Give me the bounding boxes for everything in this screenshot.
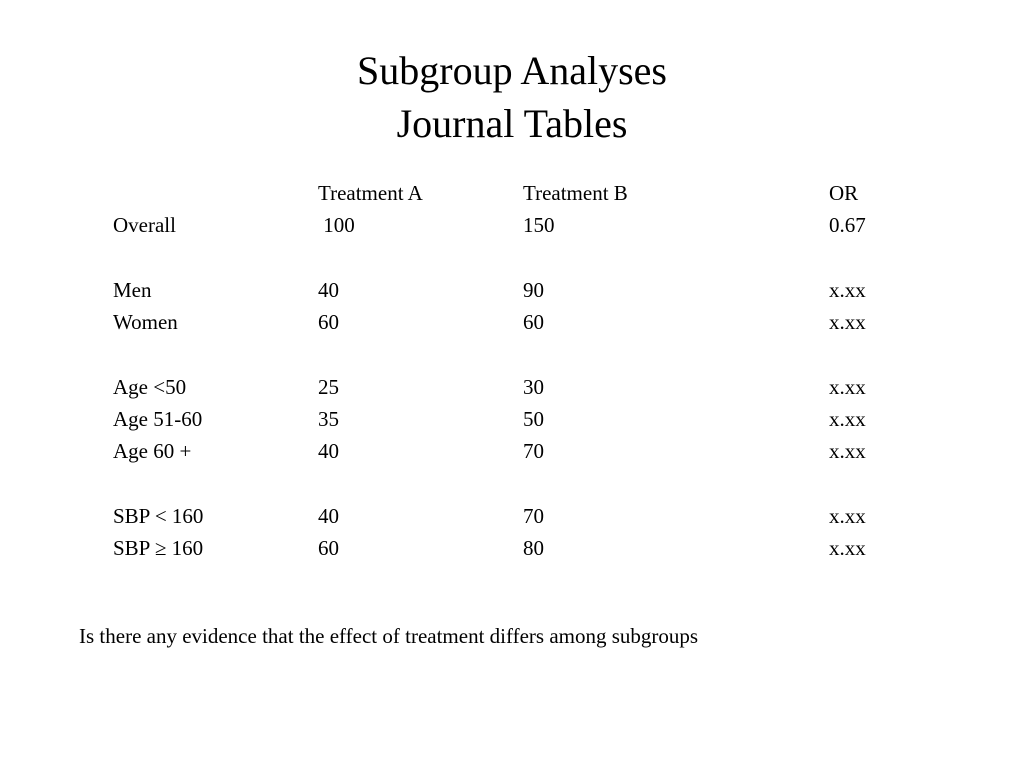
cell-treatment-b: 30 (523, 375, 544, 399)
cell-treatment-b: 90 (523, 278, 544, 302)
cell-or: x.xx (829, 536, 866, 560)
cell-treatment-a: 40 (318, 439, 339, 463)
cell-treatment-a: 40 (318, 504, 339, 528)
question-text: Is there any evidence that the effect of treatment differs among subgroups (79, 624, 699, 648)
row-label: SBP < 160 (113, 504, 204, 528)
cell-treatment-a: 35 (318, 407, 339, 431)
cell-treatment-a: 100 (318, 213, 355, 237)
cell-or: x.xx (829, 504, 866, 528)
row-label: Age 60 + (113, 439, 192, 463)
cell-or: x.xx (829, 439, 866, 463)
cell-or: x.xx (829, 375, 866, 399)
header-treatment-a: Treatment A (318, 181, 423, 205)
row-label: SBP ≥ 160 (113, 536, 204, 560)
cell-treatment-a: 25 (318, 375, 339, 399)
cell-or: x.xx (829, 407, 866, 431)
row-label: Overall (113, 213, 176, 237)
header-or: OR (829, 181, 859, 205)
row-label: Women (113, 310, 178, 334)
cell-treatment-b: 70 (523, 504, 544, 528)
cell-treatment-b: 150 (523, 213, 555, 237)
row-label: Age <50 (113, 375, 187, 399)
title-line-2: Journal Tables (396, 101, 628, 146)
row-label: Age 51-60 (113, 407, 203, 431)
row-label: Men (113, 278, 152, 302)
cell-treatment-b: 50 (523, 407, 544, 431)
cell-treatment-a: 60 (318, 310, 339, 334)
cell-or: x.xx (829, 278, 866, 302)
header-treatment-b: Treatment B (523, 181, 628, 205)
cell-treatment-a: 40 (318, 278, 339, 302)
cell-or: x.xx (829, 310, 866, 334)
cell-or: 0.67 (829, 213, 866, 237)
title-line-1: Subgroup Analyses (357, 48, 667, 93)
cell-treatment-b: 80 (523, 536, 544, 560)
cell-treatment-a: 60 (318, 536, 339, 560)
cell-treatment-b: 60 (523, 310, 544, 334)
cell-treatment-b: 70 (523, 439, 544, 463)
